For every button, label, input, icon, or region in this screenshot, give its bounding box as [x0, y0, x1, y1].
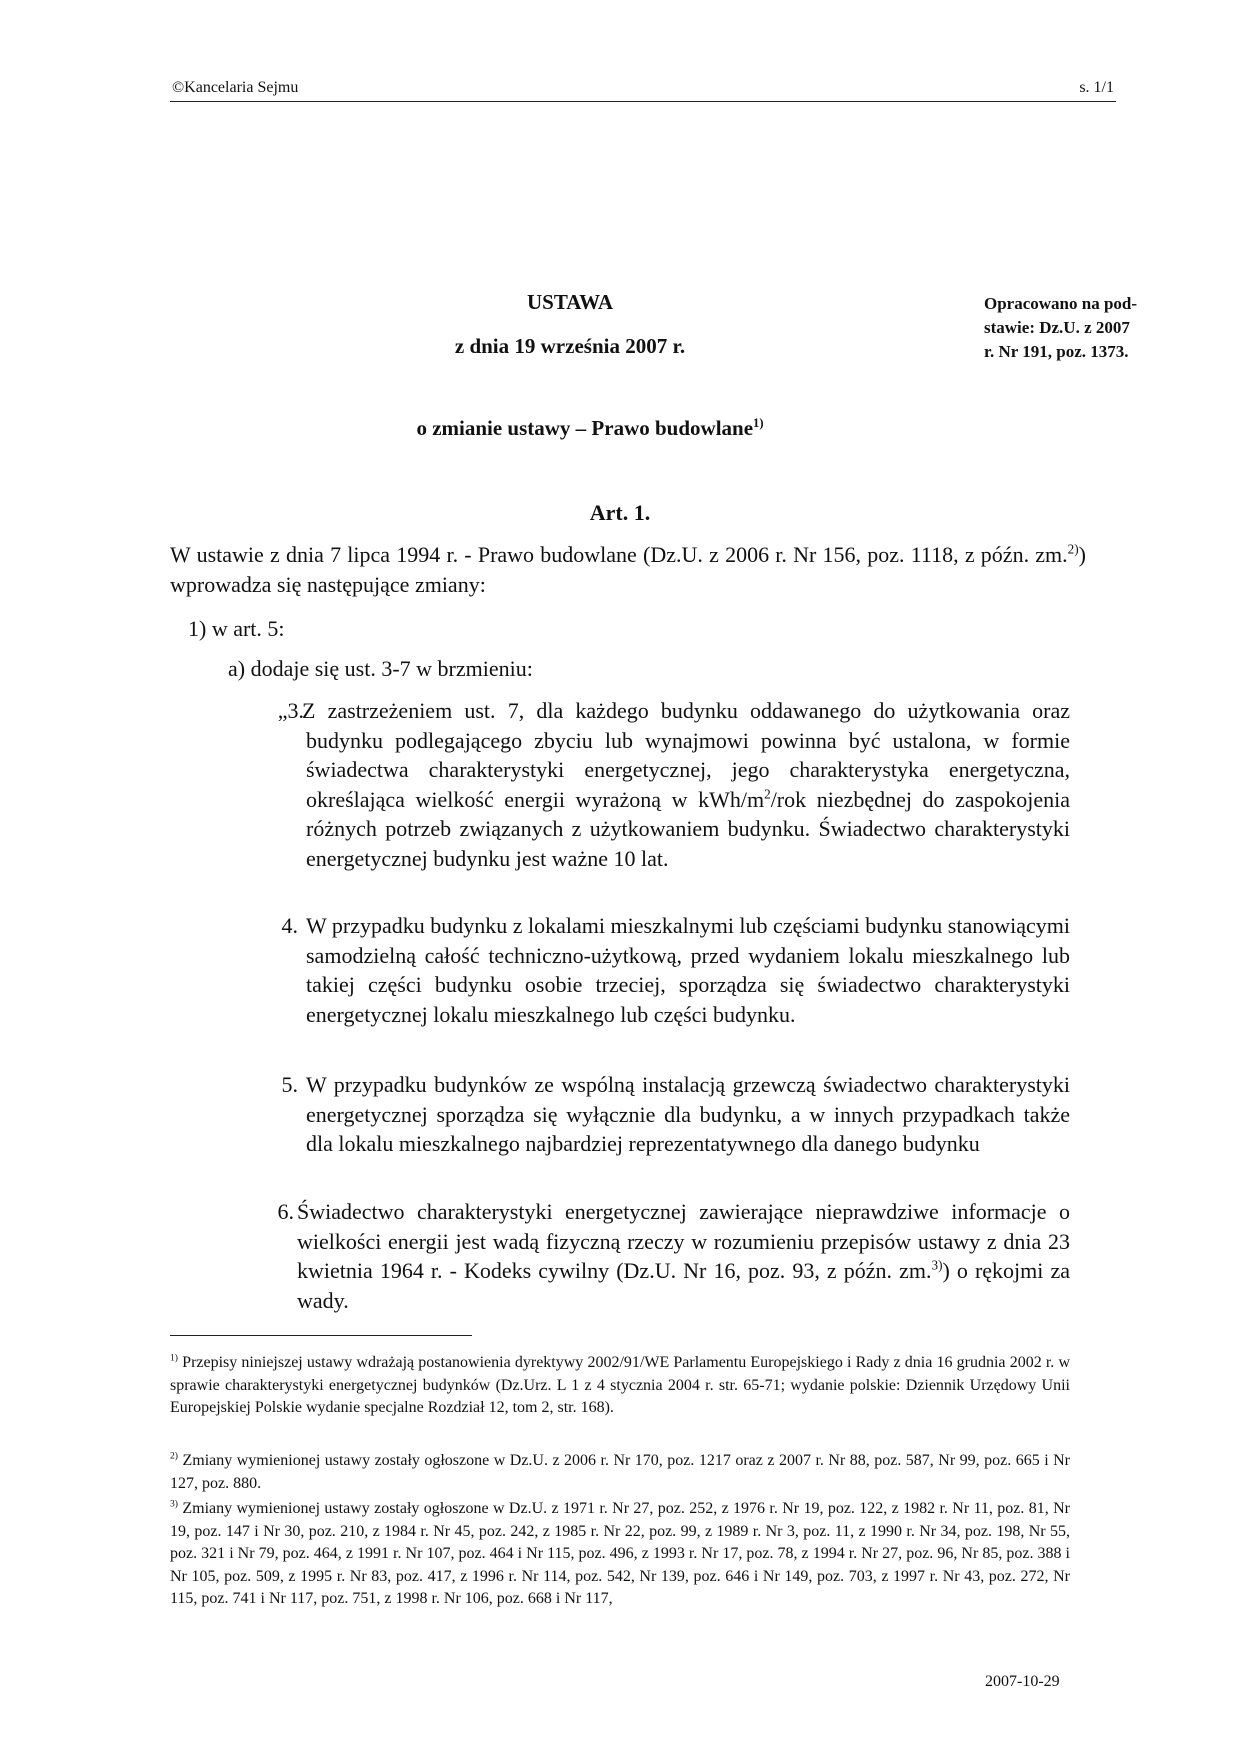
footnote-2 [170, 1450, 1070, 1495]
article-intro-text: W ustawie z dnia 7 lipca 1994 r. - Prawo budowlane (Dz.U. z 2006 r. Nr 156, poz. 1118, z późn. zm. [170, 542, 1068, 567]
act-date: z dnia 19 września 2007 r. [454, 334, 686, 358]
article-intro-text-end: ) wprowadza się następujące zmiany: [170, 542, 1086, 597]
page-header [170, 79, 1116, 102]
point-1a: a) dodaje się ust. 3-7 w brzmieniu: [228, 656, 533, 681]
footnote-1-text: Przepisy niniejszej ustawy wdrażają postanowienia dyrektywy 2002/91/WE Parlamentu Europejskiego i Rady z dnia 16 grudnia 2002 r. w sprawie charakterystyki energetycznej budynków (Dz.Urz. L 1 z 4 stycznia 2004 r. str. 65-71; wydanie polskie: Dziennik Urzędowy Unii Europejskiej Polskie wydanie specjalne Rozdział 12, tom 2, str. 168). [170, 1354, 1071, 1416]
footnote-separator [170, 1335, 472, 1336]
footer-date: 2007-10-29 [985, 1673, 1060, 1690]
paragraph-6-number: 6. [277, 1199, 294, 1224]
footnote-1 [170, 1352, 1070, 1420]
footnote-2-mark: 2) [170, 1450, 178, 1462]
source-note [984, 292, 1164, 364]
superscript-2: 2 [764, 786, 771, 802]
source-note-line-1: Opracowano na pod- [984, 294, 1138, 313]
paragraph-6 [297, 1197, 1070, 1315]
header-page-number: s. 1/1 [1079, 79, 1114, 96]
point-1: 1) w art. 5: [188, 616, 285, 641]
source-note-line-2: stawie: Dz.U. z 2007 [984, 318, 1130, 337]
paragraph-6-text: Świadectwo charakterystyki energetycznej zawierające nieprawdziwe informacje o wielkości energii jest wadą fizyczną rzeczy w rozumieniu przepisów ustawy z dnia 23 kwietnia 1964 r. - Kodeks cywilny (Dz.U. Nr 16, poz. 93, z późn. zm. [297, 1199, 1070, 1283]
footnote-ref-1[interactable]: 1) [753, 416, 764, 430]
paragraph-5-number: 5. [281, 1072, 298, 1097]
act-subject-text: o zmianie ustawy – Prawo budowlane [416, 416, 754, 440]
footnote-3-mark: 3) [170, 1498, 178, 1510]
paragraph-6-text-end: ) o rękojmi za wady. [297, 1258, 1070, 1313]
source-note-line-3: r. Nr 191, poz. 1373. [984, 342, 1129, 361]
footnote-1-mark: 1) [170, 1352, 178, 1364]
act-type: USTAWA [527, 290, 613, 314]
paragraph-5: W przypadku budynków ze wspólną instalacją grzewczą świadectwo charakterystyki energetycznej sporządza się wyłącznie dla budynku, a w innych przypadkach także dla lokalu mieszkalnego najbardziej reprezentatywnego dla danego budynku [306, 1072, 1070, 1156]
paragraph-3-number: „3. [277, 698, 304, 723]
footnote-ref-3[interactable]: 3) [931, 1257, 943, 1273]
footnote-3 [170, 1498, 1070, 1611]
article-heading: Art. 1. [589, 500, 651, 525]
act-subject [350, 416, 830, 441]
paragraph-3-text-end: /rok niezbędnej do zaspokojenia różnych potrzeb związanych z użytkowaniem budynku. Świadectwo charakterystyki energetycznej budynku jest ważne 10 lat. [306, 786, 1070, 871]
article-intro [170, 540, 1086, 599]
footnote-2-text: Zmiany wymienionej ustawy zostały ogłoszone w Dz.U. z 2006 r. Nr 170, poz. 1217 oraz z 2007 r. Nr 88, poz. 587, Nr 99, poz. 665 i Nr 127, poz. 880. [170, 1452, 1071, 1492]
paragraph-4-number: 4. [281, 913, 298, 938]
header-publisher: ©Kancelaria Sejmu [172, 79, 299, 96]
paragraph-4: W przypadku budynku z lokalami mieszkalnymi lub częściami budynku stanowiącymi samodzielną całość techniczno-użytkową, przed wydaniem lokalu mieszkalnego lub takiej części budynku osobie trzeciej, sporządza się świadectwo charakterystyki energetycznej lokalu mieszkalnego lub części budynku. [306, 913, 1070, 1027]
footnote-ref-2[interactable]: 2) [1067, 541, 1079, 557]
footnote-3-text: Zmiany wymienionej ustawy zostały ogłoszone w Dz.U. z 1971 r. Nr 27, poz. 252, z 1976 r. Nr 19, poz. 122, z 1982 r. Nr 11, poz. 81, Nr 19, poz. 147 i Nr 30, poz. 210, z 1984 r. Nr 45, poz. 242, z 1985 r. Nr 22, poz. 99, z 1989 r. Nr 3, poz. 11, z 1990 r. Nr 34, poz. 198, Nr 55, poz. 321 i Nr 79, poz. 464, z 1991 r. Nr 107, poz. 464 i Nr 115, poz. 496, z 1993 r. Nr 17, poz. 78, z 1994 r. Nr 27, poz. 96, Nr 85, poz. 388 i Nr 105, poz. 509, z 1995 r. Nr 83, poz. 417, z 1996 r. Nr 114, poz. 542, Nr 139, poz. 646 i Nr 149, poz. 703, z 1997 r. Nr 43, poz. 272, Nr 115, poz. 741 i Nr 117, poz. 751, z 1998 r. Nr 106, poz. 668 i Nr 117, [170, 1500, 1071, 1607]
paragraph-3-text: Z zastrzeżeniem ust. 7, dla każdego budynku oddawanego do użytkowania oraz budynku podlegającego zbyciu lub wynajmowi powinna być ustalona, w formie świadectwa charakterystyki energetycznej, jego charakterystyka energetyczna, określająca wielkość energii wyrażoną w kWh/m [302, 698, 1070, 812]
paragraph-3 [302, 696, 1070, 873]
